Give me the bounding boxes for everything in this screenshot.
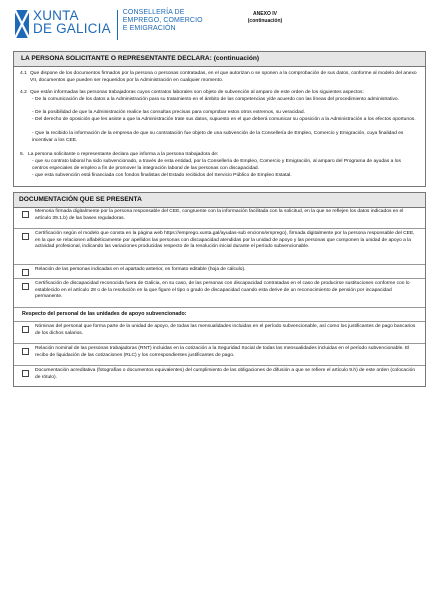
conselleria-line: E EMIGRACIÓN (122, 25, 176, 32)
document-row-text: Relación nominal de las personas trabajadoras (RNT) incluidas en la cotización a la Seguridad Social de todas las mensualidades incluidas en el período subvencionable. El recibo de liquidación de las cotizaciones (RLC) y los correspondientes justificantes de pago. (35, 346, 410, 358)
item-number: 4.1 (20, 71, 27, 76)
document-row (14, 344, 425, 366)
logo-wordmark (33, 9, 111, 35)
document-checkbox[interactable] (22, 348, 29, 355)
document-row (14, 279, 425, 308)
document-row (14, 265, 425, 279)
document-row-text: Certificación de discapacidad reconocida fuera de Galicia, en su caso, de las personas con discapacidad contratadas en el caso de producirse sustituciones conforme con lo establecido en el artículo 28 o de la resolución en la que figure el tipo o grado de discapacidad cuando esta derive de un reconocimiento de pensión por incapacidad permanente. (35, 281, 410, 300)
conselleria-line: EMPREGO, COMERCIO (122, 17, 203, 24)
document-row (14, 366, 425, 386)
declaration-subitem (32, 173, 418, 180)
item-text: - que su contrato laboral ha sido subvencionado, a través de esta entidad, por la Consellería de Empleo, Comercio y Emigración, al amparo del Programa de ayudas a los centros especiales de empleo a fin de promover la integración laboral de las personas con discapacidad. (32, 159, 401, 171)
declaration-subitem (32, 159, 418, 172)
document-checkbox[interactable] (22, 283, 29, 290)
logo-line-1: XUNTA (33, 8, 79, 23)
document-row (14, 229, 425, 265)
xunta-logo (14, 9, 203, 40)
declaration-title: LA PERSONA SOLICITANTE O REPRESENTANTE DECLARA: (continuación) (14, 52, 425, 67)
item-text: Que están informadas las personas trabajadoras cuyos contratos laborales son objeto de subvención al amparo de este orden de los siguientes aspectos: (30, 90, 364, 95)
document-row-text: Memoria firmada digitalmente por la persona responsable del CEE, congruente con la información facilitada con la solicitud, en la que se reflejen los datos indicados en el artículo 39.1.b) de las bases reguladoras. (35, 209, 404, 221)
document-checkbox[interactable] (22, 326, 29, 333)
declaration-subitem (32, 117, 418, 124)
item-number: 5. (20, 152, 25, 157)
document-row-text: Relación de las personas indicadas en el apartado anterior, en formato editable (hoja de cálculo). (35, 267, 246, 272)
logo-separator (117, 10, 118, 40)
documentation-section (13, 192, 426, 387)
annex-title: ANEXO IV (253, 11, 277, 17)
document-checkbox[interactable] (22, 233, 29, 240)
declaration-subitem (32, 110, 418, 117)
item-text: - De la comunicación de los datos a la Administración para su tratamiento en el ámbito de las competencias y/de acuerdo con las líneas del procedimiento administrativo. (32, 97, 399, 102)
unit-staff-subheading: Respecto del personal de las unidades de apoyo subvencionado: (14, 308, 425, 322)
item-text: Que dispone de los documentos firmados por la persona o personas contratadas, en el que autorizan o se oponen a la comprobación de sus datos, conforme al modelo del anexo VII, documentos que pueden ser requeridos por la Administración en cualquier momento. (30, 71, 417, 83)
xunta-emblem-icon (14, 9, 30, 39)
annex-label (246, 11, 284, 25)
document-row-text: Nóminas del personal que forma parte de la unidad de apoyo, de todas las mensualidades incluidas en el período subvencionable, así como los justificantes de pago bancarios de los dichos salarios. (35, 324, 416, 336)
document-row-text: Certificación según el modelo que consta en la página web https://emprego.xunta.gal/ayudas-sub encions/emprego), firmada digitalmente por la persona responsable del CEE, en la que se relacionen alfabéticamente por apellidos las personas con discapacidad atendidas por la unidad de apoyo y las personas que componen la unidad de apoyo a la actividad profesional, indicando las variaciones producidas respecto de la resolución inicial durante el período subvencionable. (35, 231, 415, 250)
document-checkbox[interactable] (22, 269, 29, 276)
item-text: - Que la recibido la información de la empresa de que su contratación fue objeto de una subvención de la Consellería de Empleo, Comercio y Emigración, cuya finalidad es incentivar a los CEE. (32, 131, 404, 143)
document-row (14, 207, 425, 229)
document-row (14, 322, 425, 344)
document-checkbox[interactable] (22, 370, 29, 377)
item-number: 4.2 (20, 90, 27, 95)
documentation-title: DOCUMENTACIÓN QUE SE PRESENTA (14, 193, 425, 208)
declaration-section (13, 51, 426, 187)
logo-line-2: DE GALICIA (33, 21, 111, 36)
page-header (14, 7, 425, 47)
item-text: La persona solicitante o representante declara que informa a la persona trabajadora de: (28, 152, 219, 157)
declaration-subitem (32, 131, 418, 144)
item-text: - que esta subvención está financiada con fondos finalistas del Estado recibidos del Servicio Público de Empleo Estatal. (32, 173, 292, 178)
document-checkbox[interactable] (22, 211, 29, 218)
item-text: - De la posibilidad de que la Administración realice las consultas precisas para comprobar estos otros extremos, su veracidad. (32, 110, 305, 115)
document-row-text: Documentación acreditativa (fotografías o documentos equivalentes) del cumplimiento de las obligaciones de difusión a que se refiere el artículo 9.h) de este orden (colocación de rótulo). (35, 368, 416, 380)
annex-subtitle: (continuación) (247, 18, 283, 24)
declaration-item (20, 71, 418, 84)
conselleria-name (123, 9, 203, 33)
conselleria-line: CONSELLERÍA DE (122, 9, 185, 16)
item-text: - Del derecho de oposición que les asiste a que la Administración trate sus datos, supuesto en el que deberá comunicar su oposición a la Administración a los efectos oportunos. (32, 117, 416, 122)
declaration-subitem (32, 97, 418, 104)
declaration-item (20, 152, 418, 159)
declaration-item (20, 90, 418, 97)
